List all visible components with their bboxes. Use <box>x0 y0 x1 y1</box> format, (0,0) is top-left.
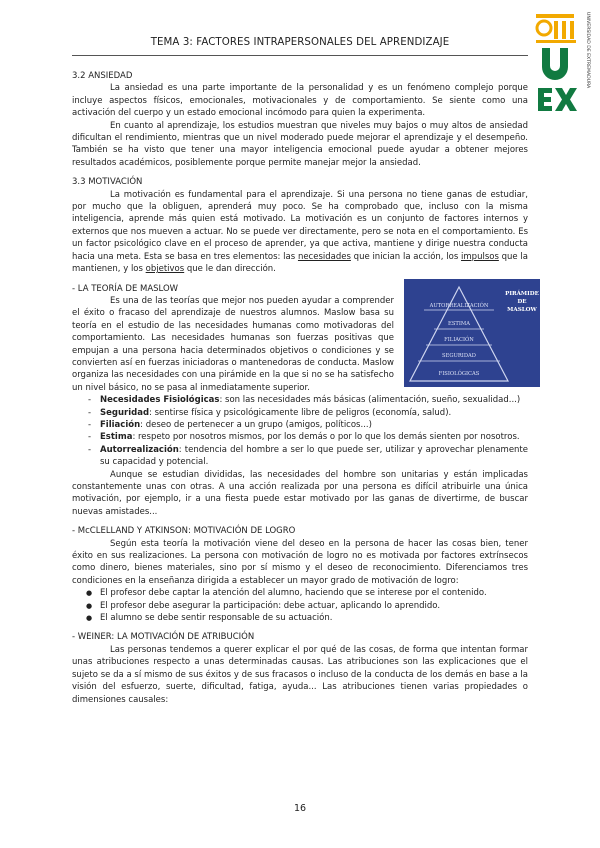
header-divider <box>72 55 528 56</box>
list-item: ● El alumno se debe sentir responsable de su actuación. <box>72 612 528 624</box>
list-item <box>72 444 528 469</box>
list-text: : sentirse física y psicológicamente libre de peligros (economía, salud). <box>149 407 452 418</box>
paragraph: Aunque se estudian divididas, las necesidades del hombre son unitarias y están implicadas constantemente unas con otras. A una acción realizada por una persona es difícil atribuirle una única motivación, por ejemplo, ir a una fiesta puede estar motivado por las ganas de divertirme, de buscar nuevas amistades... <box>72 469 528 517</box>
pyramid-title-line3: MASLOW <box>507 306 537 313</box>
pyramid-level-estima: ESTIMA <box>448 320 470 327</box>
text-run: que la mantienen, y los <box>72 251 528 275</box>
text-run: que le dan dirección. <box>184 264 276 275</box>
paragraph: Las personas tendemos a querer explicar el por qué de las cosas, de forma que intentan formar unas atribuciones respecto a unas determinadas causas. Las atribuciones son las explicaciones que el sujeto se da a sí mismo de sus éxitos y de sus fracasos o incluso de la conducta de los demás en base a la visión del esfuerzo, suerte, dificultad, fatiga, ayuda... Las atribuciones tienen varias propiedades o dimensiones causales: <box>72 644 528 705</box>
paragraph: Según esta teoría la motivación viene del deseo en la persona de hacer las cosas bien, tener éxito en sus realizaciones. La persona con motivación de logro no es motivada por factores extrínsecos como dinero, bienes materiales, sino por sí mismo y el deseo de reconocimiento. Diferenciamos tres condiciones en la enseñanza dirigida a establecer un mayor grado de motivación de logro: <box>72 538 528 586</box>
term-necesidades: necesidades <box>297 251 351 262</box>
pyramid-level-fisiologicas: FISIOLÓGICAS <box>438 370 480 377</box>
mcclelland-list <box>72 587 528 624</box>
list-term: Seguridad <box>100 407 150 418</box>
page-header-title: TEMA 3: FACTORES INTRAPERSONALES DEL APRENDIZAJE <box>150 37 450 48</box>
paragraph: En cuanto al aprendizaje, los estudios muestran que niveles muy bajos o muy altos de ansiedad dificultan el rendimiento, mientras que un nivel moderado puede mejorar el aprendizaje y el desempeño. También se ha visto que tener una mayor inteligencia emocional puede ayudar a obtener mejores resultados académicos, posiblemente porque permite manejar mejor la ansiedad. <box>72 120 528 168</box>
paragraph: Es una de las teorías que mejor nos pueden ayudar a comprender el éxito o fracaso del aprendizaje de nuestros alumnos. Maslow basa su teoría en el estudio de las necesidades humanas como motivadoras del comportamiento. Las necesidades humanas son fuerzas positivas que empujan a una persona hacia determinados objetivos o condiciones y se convierten así en fuerzas iniciadoras o mantenedoras de conducta. Maslow organiza las necesidades con una pirámide en la que si no se ha satisfecho un nivel básico, no se pasa al inmediatamente superior. <box>72 295 394 393</box>
list-item <box>72 407 528 419</box>
heading-ansiedad: 3.2 ANSIEDAD <box>72 71 133 81</box>
list-term: Filiación <box>100 419 141 430</box>
pyramid-level-autorrealizacion: AUTORREALIZACIÓN <box>429 302 489 309</box>
term-impulsos: impulsos <box>461 251 499 262</box>
pyramid-level-seguridad: SEGURIDAD <box>442 352 476 359</box>
pyramid-level-filiacion: FILIACIÓN <box>444 336 474 343</box>
heading-weiner: - WEINER: LA MOTIVACIÓN DE ATRIBUCIÓN <box>72 632 255 643</box>
heading-maslow: - LA TEORÍA DE MASLOW <box>72 283 179 294</box>
page-content <box>72 70 539 706</box>
list-item: ● El profesor debe asegurar la participación: debe actuar, aplicando lo aprendido. <box>72 600 528 612</box>
list-term: Estima <box>100 432 133 443</box>
list-text: : son las necesidades más básicas (alimentación, sueño, sexualidad...) <box>219 395 521 406</box>
list-text: : tendencia del hombre a ser lo que puede ser, utilizar y aprovechar plenamente su capacidad y potencial. <box>100 444 528 468</box>
heading-mcclelland: - McCLELLAND Y ATKINSON: MOTIVACIÓN DE LOGRO <box>72 526 296 537</box>
list-text: : deseo de pertenecer a un grupo (amigos, políticos...) <box>140 419 372 430</box>
maslow-needs-list <box>72 394 528 468</box>
list-term: Autorrealización <box>100 444 179 455</box>
maslow-pyramid-image <box>404 279 540 387</box>
text-run: La motivación es fundamental para el aprendizaje. Si una persona no tiene ganas de estudiar, por mucho que la obliguen, aprenderá muy poco. Se ha comprobado que, incluso con la misma inteligencia, aprende más quien está motivado. La motivación es un conjunto de factores internos y externos que nos mueven a actuar. No se puede ver directamente, pero se nota en el comportamiento. Es un factor psicológico clave en el proceso de aprender, ya que activa, mantiene y dirige nuestra conducta hacia una meta. Esta se basa en tres elementos: las <box>72 189 528 262</box>
heading-motivacion: 3.3 MOTIVACIÓN <box>72 177 143 188</box>
list-text: : respeto por nosotros mismos, por los demás o por lo que los demás sienten por nosotros. <box>132 432 520 443</box>
list-term: Necesidades Fisiológicas <box>100 395 220 406</box>
paragraph: La ansiedad es una parte importante de la personalidad y es un fenómeno complejo porque incluye aspectos físicos, emocionales, motivacionales y de comportamiento. Se siente como una activación del cuerpo y un estado emocional incómodo para quien la experimenta. <box>72 83 528 119</box>
pyramid-title-line1: PIRÁMIDE <box>505 290 539 297</box>
uex-logo <box>532 8 592 126</box>
list-item <box>72 419 528 431</box>
list-item <box>72 394 528 406</box>
page-number: 16 <box>293 803 307 814</box>
list-item <box>72 431 528 443</box>
paragraph-motivacion <box>72 189 528 276</box>
text-run: que inician la acción, los <box>350 251 462 262</box>
uex-logo-graphic <box>532 8 592 126</box>
logo-vertical-text: UNIVERSIDAD DE EXTREMADURA <box>585 12 590 89</box>
list-item: ● El profesor debe captar la atención del alumno, haciendo que se interese por el contenido. <box>72 587 528 599</box>
term-objetivos: objetivos <box>145 264 185 275</box>
pyramid-title-line2: DE <box>517 298 527 305</box>
